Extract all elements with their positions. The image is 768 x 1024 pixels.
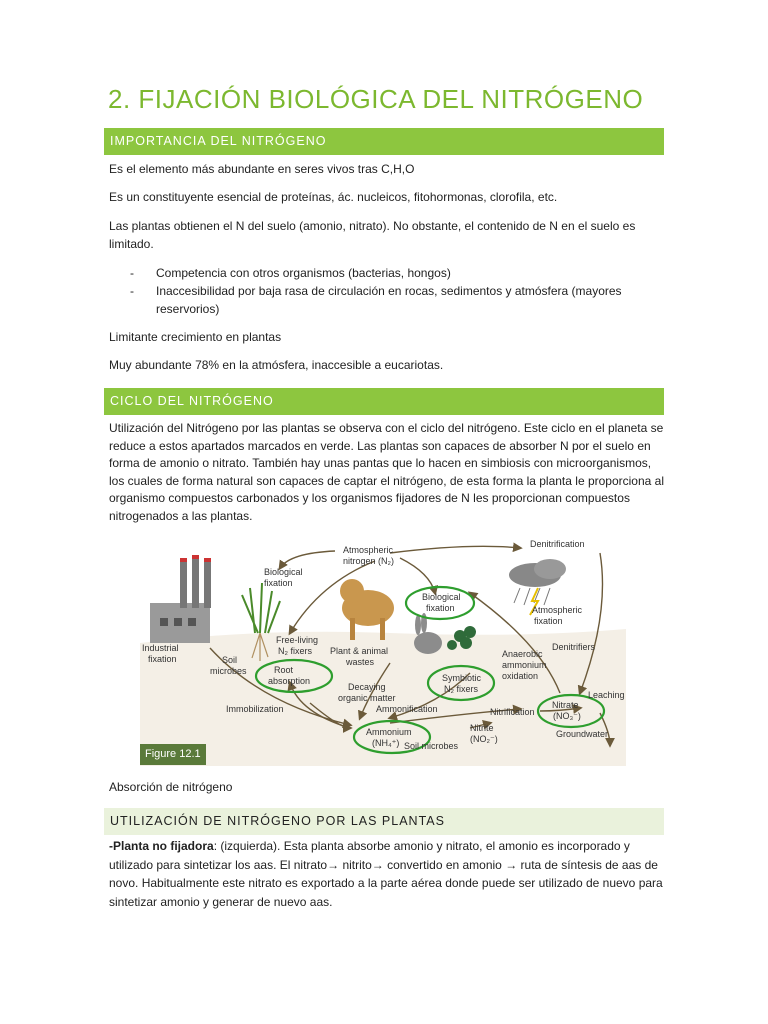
label-atmospheric-fixation: Atmospheric xyxy=(532,605,583,615)
label-soil-microbes: microbes xyxy=(210,666,247,676)
label-anaerobic-oxidation: oxidation xyxy=(502,671,539,681)
paragraph-planta-no-fijadora xyxy=(109,837,665,911)
label-denitrifiers: Denitrifiers xyxy=(552,642,596,652)
bullet-dash: - xyxy=(130,266,134,280)
figure-tag: Figure 12.1 xyxy=(140,744,206,765)
label-free-living-fixers: N₂ fixers xyxy=(278,646,312,656)
label-nitrite: Nitrite xyxy=(470,723,494,733)
label-biological-fixation: fixation xyxy=(264,578,293,588)
label-industrial-fixation: Industrial xyxy=(142,643,179,653)
label-decaying-organic-matter: organic matter xyxy=(338,693,396,703)
section-heading-importancia: IMPORTANCIA DEL NITRÓGENO xyxy=(104,128,664,155)
label-nitrate: Nitrate xyxy=(552,700,579,710)
label-ammonium: Ammonium xyxy=(366,727,412,737)
label-biological-fixation-circle: fixation xyxy=(426,603,455,613)
section-heading-ciclo: CICLO DEL NITRÓGENO xyxy=(104,388,664,415)
label-plant-animal-wastes: Plant & animal xyxy=(330,646,389,656)
label-free-living-fixers: Free-living xyxy=(276,635,319,645)
label-soil-microbes: Soil xyxy=(222,655,238,665)
label-decaying-organic-matter: Decaying xyxy=(348,682,386,692)
label-anaerobic-oxidation: ammonium xyxy=(502,660,547,670)
label-nitrate: (NO₃⁻) xyxy=(553,711,581,721)
label-ammonification: Ammonification xyxy=(376,704,438,714)
label-leaching: Leaching xyxy=(588,690,625,700)
label-biological-fixation-circle: Biological xyxy=(422,592,461,602)
paragraph: Es un constituyente esencial de proteínas, ác. nucleicos, fitohormonas, clorofila, etc. xyxy=(109,190,558,204)
paragraph: Utilización del Nitrógeno por las plantas se observa con el ciclo del nitrógeno. Este ciclo en el planeta se reduce a estos apartados marcados en verde. Las plantas son capaces de absorber N por el suelo en forma de amonio o nitrato. También hay unas pantas que lo hacen en simbiosis con microorganismos, los cuales de forma natural son capaces de captar el nitrógeno, de esta forma la planta le proporciona al organismo compuestos carbonados y los organismos fijadores de N les proporcionan compuestos nitrogenados a las plantas. xyxy=(109,421,664,523)
list-item-text: Inaccesibilidad por baja rasa de circulación en rocas, sedimentos y atmósfera (mayores reservorios) xyxy=(156,284,622,316)
paragraph-text: : (izquierda). Esta planta absorbe amonio y nitrato, el amonio es incorporado y utilizado para sintetizar los aas. El nitrato→ nitrito→ convertido en amonio → ruta de síntesis de aas de novo. Habitualmente este nitrato es exportado a la parte aérea donde puede ser utilizado de nuevo para sintetizar amonio y generar de nuevo aas. xyxy=(109,839,663,909)
section-heading-utilizacion: UTILIZACIÓN DE NITRÓGENO POR LAS PLANTAS xyxy=(104,808,664,835)
factory-icon xyxy=(150,555,211,643)
label-nitrification: Nitrification xyxy=(490,707,535,717)
label-soil-microbes-bottom: Soil microbes xyxy=(404,741,459,751)
page-title: 2. FIJACIÓN BIOLÓGICA DEL NITRÓGENO xyxy=(108,84,644,114)
figure-caption: Absorción de nitrógeno xyxy=(109,780,233,794)
label-immobilization: Immobilization xyxy=(226,704,284,714)
paragraph: Muy abundante 78% en la atmósfera, inaccesible a eucariotas. xyxy=(109,358,444,372)
bullet-dash: - xyxy=(130,284,134,298)
bold-term: -Planta no fijadora xyxy=(109,839,214,853)
label-denitrification: Denitrification xyxy=(530,539,585,549)
paragraph: Limitante crecimiento en plantas xyxy=(109,330,282,344)
label-anaerobic-oxidation: Anaerobic xyxy=(502,649,543,659)
label-biological-fixation: Biological xyxy=(264,567,303,577)
label-groundwater: Groundwater xyxy=(556,729,609,739)
label-atmospheric-fixation: fixation xyxy=(534,616,563,626)
label-nitrite: (NO₂⁻) xyxy=(470,734,498,744)
paragraph: Es el elemento más abundante en seres vivos tras C,H,O xyxy=(109,162,415,176)
nitrogen-cycle-figure xyxy=(140,533,626,766)
lion-icon xyxy=(340,579,394,640)
label-atmospheric-nitrogen: Atmospheric xyxy=(343,545,394,555)
label-symbiotic-fixers: Symbiotic xyxy=(442,673,482,683)
label-industrial-fixation: fixation xyxy=(148,654,177,664)
list-item-text: Competencia con otros organismos (bacterias, hongos) xyxy=(156,266,451,280)
label-atmospheric-nitrogen: nitrogen (N₂) xyxy=(343,556,395,566)
paragraph: Las plantas obtienen el N del suelo (amonio, nitrato). No obstante, el contenido de N en el suelo es limitado. xyxy=(109,219,636,251)
nitrogen-cycle-diagram xyxy=(140,533,626,766)
label-symbiotic-fixers: N₂ fixers xyxy=(444,684,478,694)
label-root-absorption: Root xyxy=(274,665,294,675)
label-ammonium: (NH₄⁺) xyxy=(372,738,400,748)
label-root-absorption: absorption xyxy=(268,676,311,686)
label-plant-animal-wastes: wastes xyxy=(346,657,375,667)
